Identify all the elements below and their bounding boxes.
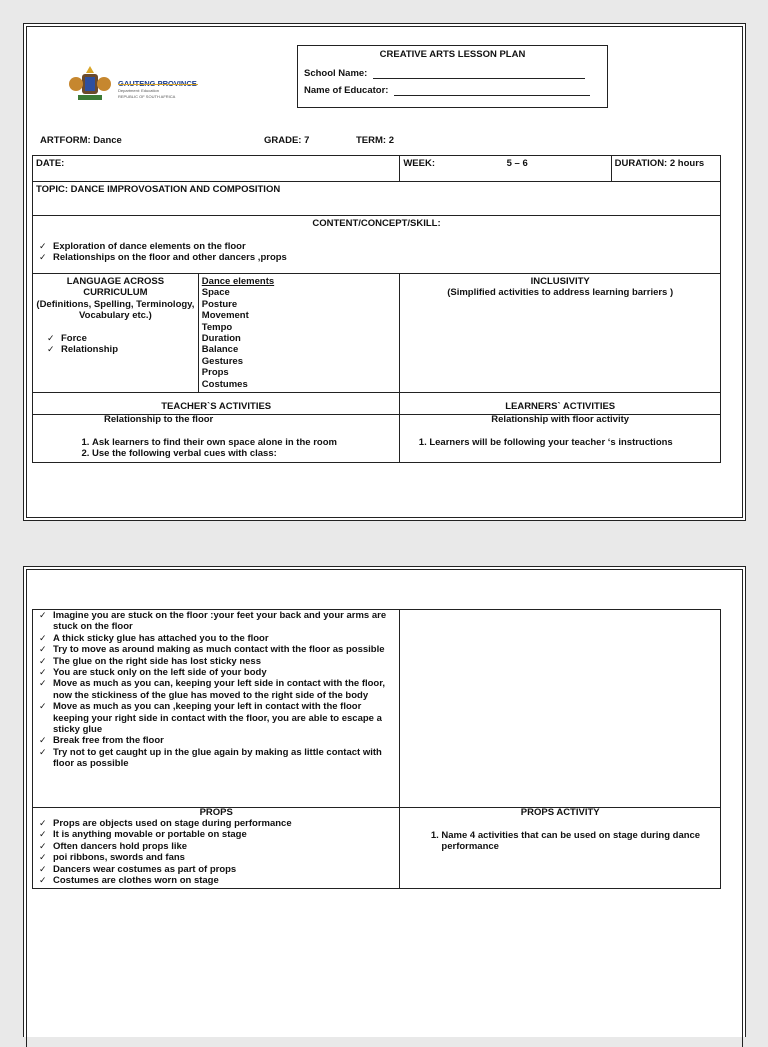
- page-title: CREATIVE ARTS LESSON PLAN: [379, 49, 526, 60]
- props-activity-list: [403, 830, 717, 853]
- dance-elements-heading: Dance elements: [201, 276, 275, 287]
- learner-list: [403, 437, 717, 448]
- teacher-activities-cell: [33, 415, 400, 463]
- list-item: ✓ The glue on the right side has lost sticky ness: [36, 656, 396, 667]
- list-item: ✓ It is anything movable or portable on stage: [36, 829, 396, 840]
- list-item: ✓ Props are objects used on stage during performance: [36, 818, 396, 829]
- language-list: [36, 333, 195, 356]
- logo-sub: Department: Education: [118, 88, 159, 93]
- language-cell: [33, 274, 199, 393]
- list-item: Props: [201, 367, 229, 379]
- school-name-field[interactable]: [373, 70, 585, 79]
- logo-sub-country: REPUBLIC OF SOUTH AFRICA: [118, 94, 176, 99]
- list-item: Posture: [201, 298, 238, 310]
- dance-elements-cell: [198, 274, 400, 393]
- inclusivity-sub: (Simplified activities to address learning barriers ): [447, 287, 674, 298]
- learner-activities-cell: [400, 415, 721, 463]
- list-item: ✓ Costumes are clothes worn on stage: [36, 875, 396, 886]
- content-list: [36, 241, 717, 264]
- list-item: ✓ Relationships on the floor and other dancers ,props: [36, 252, 717, 263]
- inclusivity-cell: [400, 274, 721, 393]
- list-item: Duration: [201, 333, 241, 345]
- activities-table: [32, 609, 721, 889]
- list-item: ✓ Often dancers hold props like: [36, 841, 396, 852]
- list-item: ✓ Exploration of dance elements on the floor: [36, 241, 717, 252]
- verbal-cues-list: [36, 610, 396, 770]
- topic-cell: [33, 182, 721, 216]
- artform: ARTFORM: Dance: [40, 135, 122, 146]
- teacher-list: [36, 437, 396, 460]
- list-item: Gestures: [201, 355, 243, 367]
- term: TERM: 2: [356, 135, 394, 146]
- list-item: 1. Learners will be following your teacher ‘s instructions: [429, 437, 717, 448]
- list-item: 1. Ask learners to find their own space alone in the room: [92, 437, 396, 448]
- list-item: ✓ Imagine you are stuck on the floor :your feet your back and your arms are stuck on the floor: [36, 610, 396, 633]
- content-cell: [33, 216, 721, 274]
- lesson-table: [32, 155, 721, 463]
- list-item: ✓ Force: [44, 333, 195, 344]
- topic: TOPIC: DANCE IMPROVOSATION AND COMPOSITION: [36, 184, 281, 195]
- educator-field[interactable]: [394, 87, 590, 96]
- list-item: ✓ You are stuck only on the left side of your body: [36, 667, 396, 678]
- props-heading: PROPS: [199, 807, 233, 818]
- list-item: ✓ Move as much as you can ,keeping your left in contact with the floor keeping your right side in contact with the floor, you are able to escape a sticky glue: [36, 701, 396, 735]
- learner-heading-cell: [400, 393, 721, 415]
- teacher-heading-cell: [33, 393, 400, 415]
- week-label: WEEK:: [403, 158, 436, 169]
- week-value: 5 – 6: [506, 158, 528, 169]
- date-label: DATE:: [36, 158, 65, 169]
- list-item: Movement: [201, 310, 249, 322]
- lesson-plan-page-2: [23, 566, 746, 1037]
- list-item: ✓ Dancers wear costumes as part of props: [36, 864, 396, 875]
- list-item: 1. Name 4 activities that can be used on stage during dance performance: [441, 830, 701, 853]
- inclusivity-heading: INCLUSIVITY: [530, 276, 590, 287]
- grade: GRADE: 7: [264, 135, 310, 146]
- date-cell: [33, 156, 400, 182]
- teacher-sub: Relationship to the floor: [104, 414, 214, 426]
- list-item: Balance: [201, 344, 239, 356]
- props-list: [36, 818, 396, 886]
- list-item: Tempo: [201, 321, 233, 333]
- props-activity-heading: PROPS ACTIVITY: [520, 807, 600, 818]
- learner-heading: LEARNERS` ACTIVITIES: [505, 401, 616, 413]
- lesson-plan-page-1: [23, 23, 746, 521]
- list-item: ✓ poi ribbons, swords and fans: [36, 852, 396, 863]
- cues-empty-cell: [400, 610, 721, 808]
- list-item: ✓ Break free from the floor: [36, 735, 396, 746]
- list-item: ✓ Try not to get caught up in the glue again by making as little contact with floor as possible: [36, 747, 396, 770]
- learner-sub: Relationship with floor activity: [491, 414, 630, 426]
- week-cell: [400, 156, 507, 182]
- educator-label: Name of Educator:: [304, 85, 389, 96]
- props-activity-cell: [400, 808, 721, 889]
- language-heading: LANGUAGE ACROSS CURRICULUM: [66, 276, 165, 299]
- list-item: ✓ Move as much as you can, keeping your left side in contact with the floor, now the stickiness of the glue has moved to the right side of the body: [36, 678, 396, 701]
- list-item: ✓ Relationship: [44, 344, 195, 355]
- gauteng-logo: [66, 64, 201, 110]
- educator-row: [304, 85, 607, 96]
- header-box: [297, 45, 608, 108]
- content-heading: CONTENT/CONCEPT/SKILL:: [312, 218, 441, 229]
- cues-cell: [33, 610, 400, 808]
- props-cell: [33, 808, 400, 889]
- list-item: 2. Use the following verbal cues with class:: [92, 448, 396, 459]
- school-name-label: School Name:: [304, 68, 368, 79]
- school-name-row: [304, 68, 607, 79]
- list-item: Space: [201, 287, 230, 299]
- list-item: ✓ Try to move as around making as much contact with the floor as possible: [36, 644, 396, 655]
- list-item: Costumes: [201, 378, 248, 390]
- teacher-heading: TEACHER`S ACTIVITIES: [161, 401, 272, 413]
- list-item: ✓ A thick sticky glue has attached you to the floor: [36, 633, 396, 644]
- duration: DURATION: 2 hours: [611, 156, 720, 181]
- dance-elements-list: [202, 287, 397, 390]
- language-sub: (Definitions, Spelling, Terminology, Vocabulary etc.): [36, 298, 195, 322]
